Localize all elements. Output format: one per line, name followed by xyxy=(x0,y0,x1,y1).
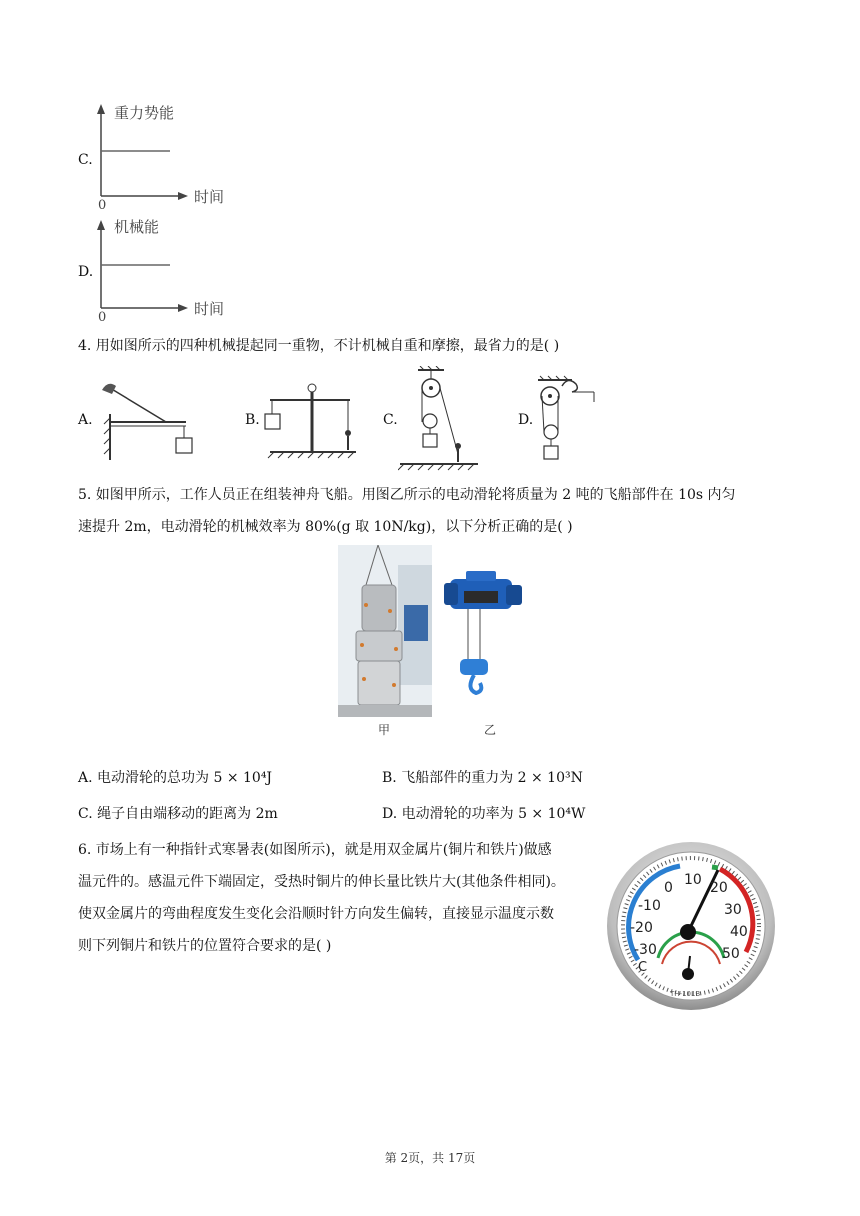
gauge-number-40: 40 xyxy=(730,924,748,940)
graph-c-ylabel: 重力势能 xyxy=(114,104,175,122)
q5-option-b: B. 飞船部件的重力为 2 × 10³N xyxy=(382,770,583,786)
q5-caption-right: 乙 xyxy=(484,723,497,737)
gauge-number-minus20: -20 xyxy=(630,920,653,936)
q5-photo-electric-hoist xyxy=(440,565,530,695)
graph-d-origin: 0 xyxy=(98,310,107,325)
graph-d-xlabel: 时间 xyxy=(194,300,225,318)
gauge-number-minus30: -30 xyxy=(634,942,657,958)
q5-photo-spacecraft-assembly xyxy=(338,545,432,717)
q4-option-c: C. xyxy=(383,412,398,428)
q4-figure-a-lever xyxy=(96,378,206,460)
gauge-number-minus10: -10 xyxy=(638,898,661,914)
q5-stem-line2: 速提升 2m，电动滑轮的机械效率为 80%(g 取 10N/kg)，以下分析正确的是( ) xyxy=(78,519,573,535)
q4-figure-d-pulley-block xyxy=(532,372,612,464)
q6-thermometer-gauge xyxy=(600,840,782,1012)
gauge-unit: C xyxy=(638,960,648,975)
graph-c-origin: 0 xyxy=(98,198,107,213)
q4-figure-c-pulley xyxy=(398,366,488,474)
q4-option-a: A. xyxy=(78,412,93,428)
graph-d-ylabel: 机械能 xyxy=(114,218,160,236)
q4-option-b: B. xyxy=(245,412,260,428)
q4-option-d: D. xyxy=(518,412,534,428)
gauge-number-0: 0 xyxy=(664,880,673,896)
graph-c-option-label: C. xyxy=(78,152,93,168)
gauge-number-10: 10 xyxy=(684,872,702,888)
gauge-model: TH-101B xyxy=(670,990,701,998)
gauge-number-50: 50 xyxy=(722,946,740,962)
q4-figure-b-wheel-axle xyxy=(260,378,360,460)
graph-d-option-label: D. xyxy=(78,264,94,280)
q6-line1: 6. 市场上有一种指针式寒暑表(如图所示)，就是用双金属片(铜片和铁片)做感 xyxy=(78,842,552,858)
q5-stem-line1: 5. 如图甲所示，工作人员正在组装神舟飞船。用图乙所示的电动滑轮将质量为 2 吨的飞船部件在 10s 内匀 xyxy=(78,487,736,503)
q6-line2: 温元件的。感温元件下端固定，受热时铜片的伸长量比铁片大(其他条件相同)。 xyxy=(78,874,565,890)
gauge-number-30: 30 xyxy=(724,902,742,918)
graph-d xyxy=(70,212,240,330)
q6-line3: 使双金属片的弯曲程度发生变化会沿顺时针方向发生偏转，直接显示温度示数 xyxy=(78,906,554,922)
q5-option-a: A. 电动滑轮的总功为 5 × 10⁴J xyxy=(78,770,273,786)
q6-line4: 则下列铜片和铁片的位置符合要求的是( ) xyxy=(78,938,332,954)
q5-option-c: C. 绳子自由端移动的距离为 2m xyxy=(78,806,278,822)
gauge-number-20: 20 xyxy=(710,880,728,896)
graph-c xyxy=(70,100,240,215)
page-footer: 第 2页，共 17页 xyxy=(384,1151,476,1165)
q4-stem: 4. 用如图所示的四种机械提起同一重物，不计机械自重和摩擦，最省力的是( ) xyxy=(78,338,560,354)
q5-caption-left: 甲 xyxy=(378,723,391,737)
q5-option-d: D. 电动滑轮的功率为 5 × 10⁴W xyxy=(382,806,586,822)
graph-c-xlabel: 时间 xyxy=(194,188,225,206)
